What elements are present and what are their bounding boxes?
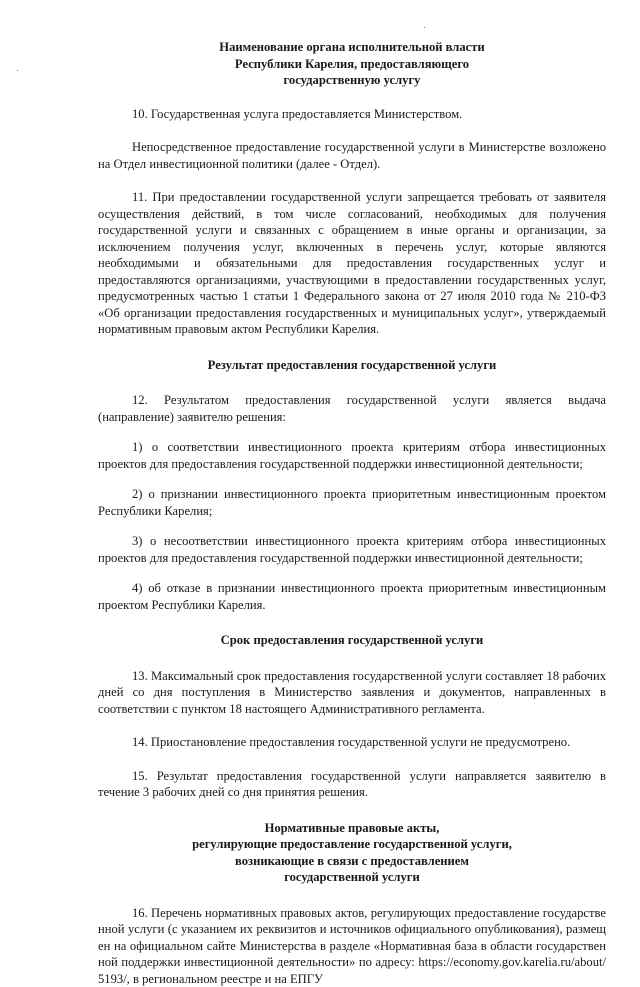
heading-line: возникающие в связи с предоставлением xyxy=(98,853,606,870)
paragraph-14: 14. Приостановление предоставления государственной услуги не предусмотрено. xyxy=(98,734,606,751)
heading-line: Наименование органа исполнительной власти xyxy=(98,39,606,56)
scan-speck xyxy=(17,70,18,71)
paragraph-10: 10. Государственная услуга предоставляется Министерством. xyxy=(98,106,606,123)
paragraph-13: 13. Максимальный срок предоставления государственной услуги составляет 18 рабочих дней со дня поступления в Министерство заявления и документов, направленных в соответствии с пунктом 18 настоящего Административного регламента. xyxy=(98,668,606,718)
list-item-12-2: 2) о признании инвестиционного проекта приоритетным инвестиционным проектом Республики Карелия; xyxy=(98,486,606,519)
section-heading-authority xyxy=(98,39,606,89)
section-heading-term: Срок предоставления государственной услуги xyxy=(98,632,606,649)
list-item-12-4: 4) об отказе в признании инвестиционного проекта приоритетным инвестиционным проектом Республики Карелия. xyxy=(98,580,606,613)
paragraph-12: 12. Результатом предоставления государственной услуги является выдача (направление) заявителю решения: xyxy=(98,392,606,425)
heading-line: государственную услугу xyxy=(98,72,606,89)
heading-line: Нормативные правовые акты, xyxy=(98,820,606,837)
document-body xyxy=(98,39,606,987)
section-heading-result: Результат предоставления государственной услуги xyxy=(98,357,606,374)
paragraph-10-continued: Непосредственное предоставление государственной услуги в Министерстве возложено на Отдел инвестиционной политики (далее - Отдел). xyxy=(98,139,606,172)
scan-speck xyxy=(424,27,425,28)
heading-line: государственной услуги xyxy=(98,869,606,886)
paragraph-11: 11. При предоставлении государственной услуги запрещается требовать от заявителя осуществления действий, в том числе согласований, необходимых для получения государственной услуги и связанных с обращением в иные органы и организации, за исключением получения услуг, включенных в перечень услуг, которые являются необходимыми и обязательными для предоставления государственных услуг и предоставляются организациями, участвующими в предоставлении государственных услуг, предусмотренных частью 1 статьи 1 Федерального закона от 27 июля 2010 года № 210-ФЗ «Об организации предоставления государственных и муниципальных услуг», утверждаемый нормативным правовым актом Республики Карелия. xyxy=(98,189,606,338)
section-heading-legal-acts xyxy=(98,820,606,886)
heading-line: Республики Карелия, предоставляющего xyxy=(98,56,606,73)
heading-line: регулирующие предоставление государственной услуги, xyxy=(98,836,606,853)
list-item-12-3: 3) о несоответствии инвестиционного проекта критериям отбора инвестиционных проектов для предоставления государственной поддержки инвестиционной деятельности; xyxy=(98,533,606,566)
list-item-12-1: 1) о соответствии инвестиционного проекта критериям отбора инвестиционных проектов для предоставления государственной поддержки инвестиционной деятельности; xyxy=(98,439,606,472)
paragraph-16: 16. Перечень нормативных правовых актов, регулирующих предоставление государственной услуги (с указанием их реквизитов и источников официального опубликования), размещен на официальном сайте Министерства в разделе «Нормативная база в области государственной поддержки инвестиционной деятельности» по адресу: https://economy.gov.karelia.ru/about/5193/, в региональном реестре и на ЕПГУ xyxy=(98,905,606,987)
paragraph-15: 15. Результат предоставления государственной услуги направляется заявителю в течение 3 рабочих дней со дня принятия решения. xyxy=(98,768,606,801)
